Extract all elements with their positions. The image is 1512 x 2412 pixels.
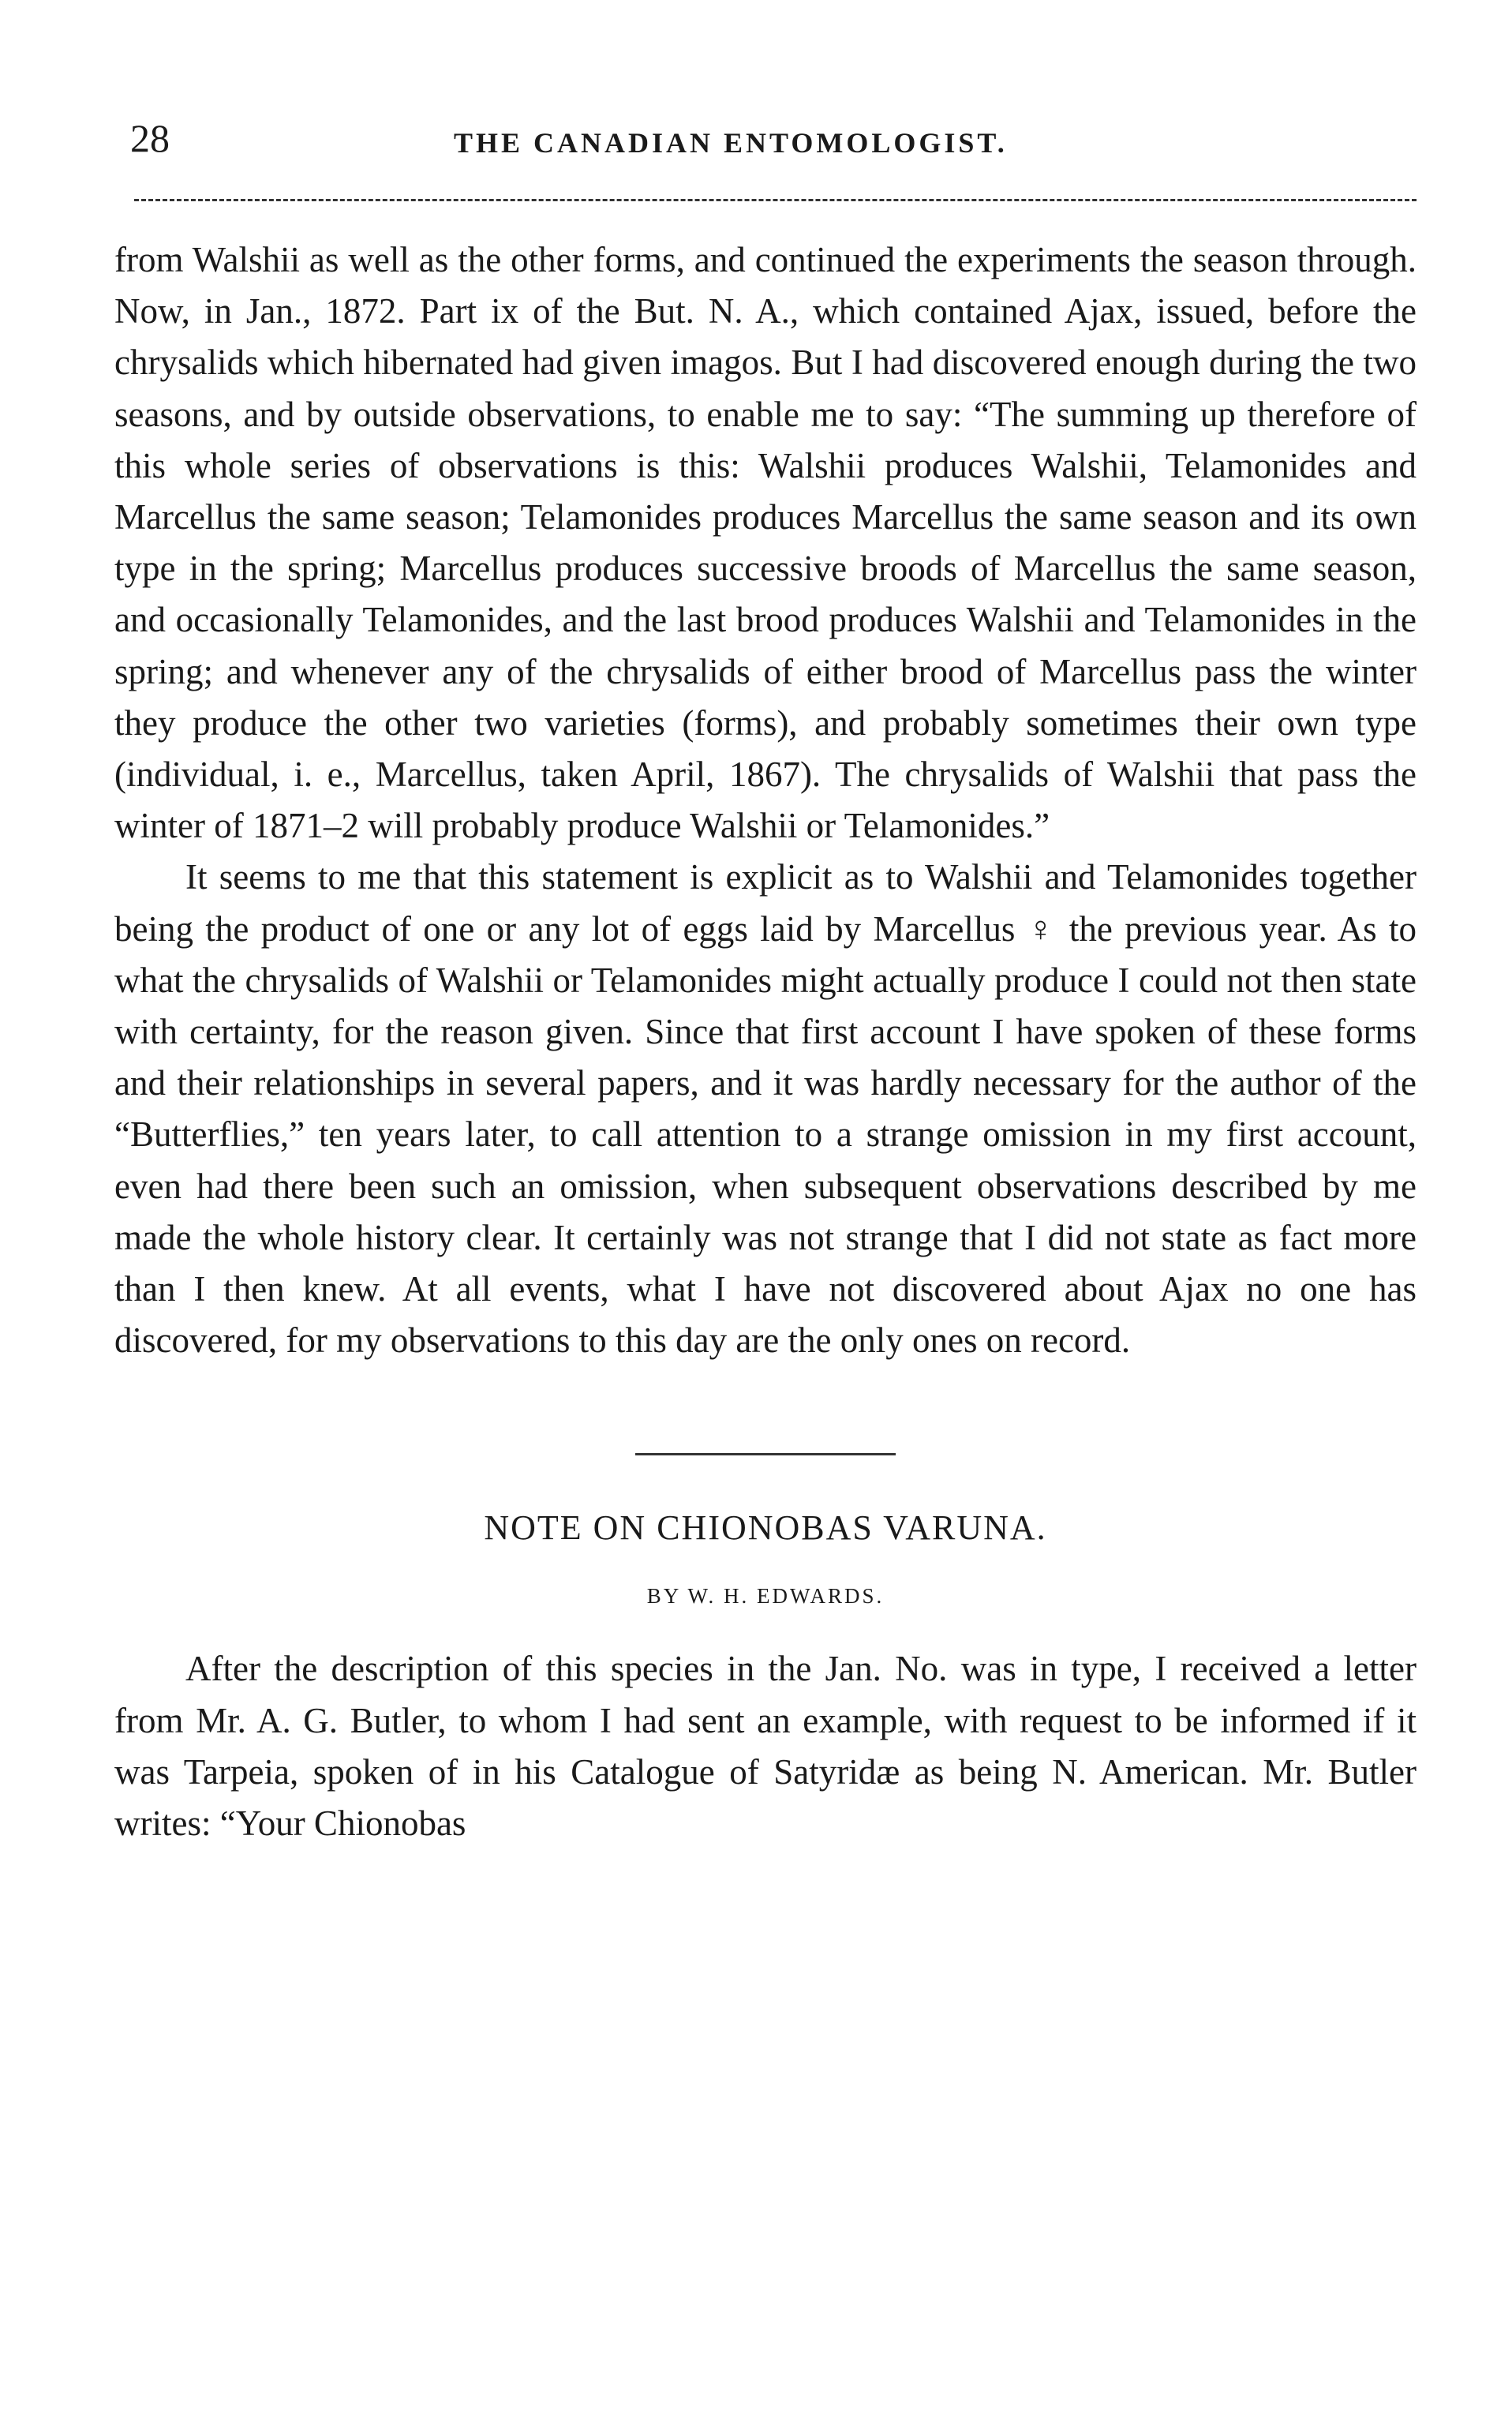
header-rule [134, 199, 1417, 201]
section-body [114, 1643, 1417, 1849]
section-title: NOTE ON CHIONOBAS VARUNA. [484, 1508, 1047, 1548]
journal-title: THE CANADIAN ENTOMOLOGIST. [454, 127, 1008, 159]
running-head [114, 110, 1417, 166]
section-paragraph: After the description of this species in the Jan. No. was in type, I received a letter from Mr. A. G. Butler, to whom I had sent an example, with request to be informed if it was Tarpeia, spoken of in his Catalogue of Satyridæ as being N. American. Mr. Butler writes: “Your Chionobas [114, 1649, 1417, 1844]
paragraph: It seems to me that this statement is explicit as to Walshii and Telamonides together being the product of one or any lot of eggs laid by Marcellus ♀ the previous year. As to what the chrysalids of Walshii or Telamonides might actually produce I could not then state with certainty, for the reason given. Since that first account I have spoken of these forms and their relationships in several papers, and it was hardly necessary for the author of the “Butterflies,” ten years later, to call attention to a strange omission in my first account, even had there been such an omission, when subsequent observations described by me made the whole history clear. It certainly was not strange that I did not state as fact more than I then knew. At all events, what I have not discovered about Ajax no one has discovered, for my observations to this day are the only ones on record. [114, 857, 1417, 1361]
page [114, 110, 1417, 1849]
paragraph-continued: from Walshii as well as the other forms, and continued the experiments the season through. Now, in Jan., 1872. Part ix of the But. N. A., which contained Ajax, issued, before the chrysalids which hibernated had given imagos. But I had discovered enough during the two seasons, and by outside observations, to enable me to say: “The summing up therefore of this whole series of observations is this: Walshii produces Walshii, Telamonides and Marcellus the same season; Telamonides produces Marcellus the same season and its own type in the spring; Marcellus produces successive broods of Marcellus the same season, and occasionally Telamonides, and the last brood produces Walshii and Telamonides in the spring; and whenever any of the chrysalids of either brood of Marcellus pass the winter they produce the other two varieties (forms), and probably sometimes their own type (individual, i. e., Marcellus, taken April, 1867). The chrysalids of Walshii that pass the winter of 1871–2 will probably produce Walshii or Telamonides.” [114, 240, 1417, 846]
page-number: 28 [130, 116, 170, 160]
article-body [114, 234, 1417, 1366]
section-divider [635, 1453, 896, 1455]
byline: BY W. H. EDWARDS. [646, 1584, 885, 1609]
